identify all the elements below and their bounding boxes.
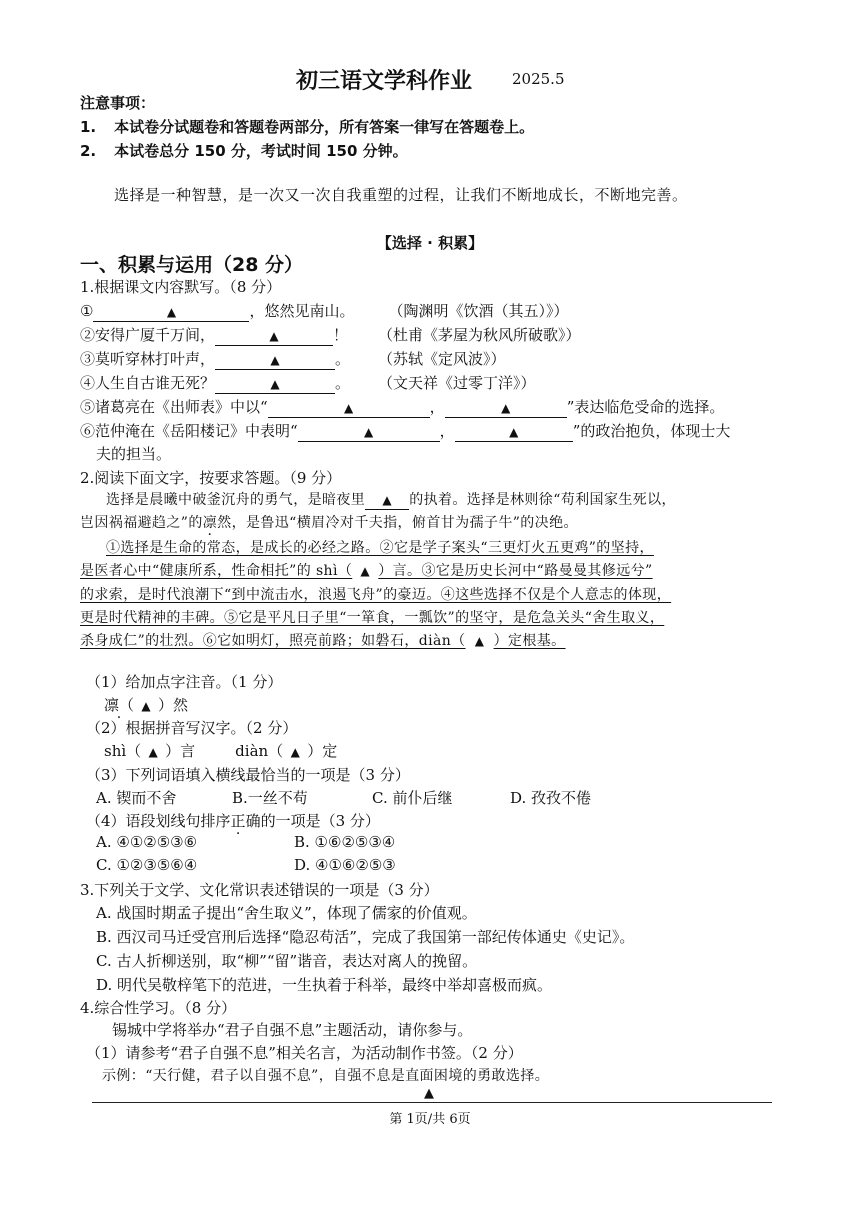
answer-blank[interactable]: [365, 491, 409, 510]
q1-line-mid: 。: [335, 374, 351, 392]
passage-text: 岂因祸福避趋之”的: [80, 515, 203, 531]
page-footer: 第 1页/共 6页: [389, 1112, 471, 1127]
blank-marker-icon: ▲: [166, 305, 177, 319]
blank-marker-icon: ▲: [501, 401, 511, 415]
answer-blank[interactable]: [215, 350, 335, 370]
dotted-char: 凛: [202, 515, 218, 531]
q2-option[interactable]: C. ①②③⑤⑥④: [96, 856, 198, 874]
notice-heading: 注意事项：: [80, 94, 156, 112]
notice-item: [80, 140, 408, 161]
q4-sub: （1）请参考“君子自强不息”相关名言，为活动制作书签。（2 分）: [86, 1044, 523, 1062]
q1-line: [80, 348, 506, 370]
footer-divider: [92, 1102, 772, 1103]
q3-option[interactable]: B. 西汉司马迁受宫刑后选择“隐忍苟活”，完成了我国第一部纪传体通史《史记》。: [96, 928, 635, 946]
q2-sub: [86, 810, 380, 831]
passage-line: [106, 489, 676, 510]
q1-line-mid: 。: [335, 350, 351, 368]
q2-sub-answer: [104, 740, 337, 761]
q3-title: 3.下列关于文学、文化常识表述错误的一项是（3 分）: [80, 881, 439, 899]
notice-text: 本试卷分试题卷和答题卷两部分，所有答案一律写在答题卷上。: [114, 118, 535, 136]
q2-option[interactable]: A. ④①②⑤③⑥: [96, 833, 198, 851]
q2-option[interactable]: B.一丝不苟: [232, 789, 308, 807]
notice-num: 1.: [80, 118, 97, 136]
q1-line-post: ”的政治抱负，体现士大: [572, 422, 731, 440]
blank-marker-icon: ▲: [270, 377, 280, 391]
underlined-line: [80, 630, 566, 650]
underlined-line: 更是时代精神的丰碑。⑤它是平凡日子里“一箪食，一瓢饮”的坚守，是危急关头“舍生取义，: [80, 610, 665, 626]
blank-marker-icon: ▲: [364, 425, 374, 439]
section-heading: 一、积累与运用（28 分）: [80, 254, 304, 276]
q3-option-text: A. 战国时期孟子提出“舍生取: [96, 904, 290, 922]
q2-option[interactable]: C. 前仆后继: [372, 789, 453, 807]
q2-sub: （1）给加点字注音。（1 分）: [86, 673, 283, 691]
dotted-char: 正: [230, 812, 246, 830]
q1-line: [80, 396, 724, 418]
underlined-line: 的求索，是时代浪潮下“到中流击水，浪遏飞舟”的豪迈。④这些选择不仅是个人意志的体现，: [80, 587, 672, 603]
notice-text: 本试卷总分 150 分，考试时间 150 分钟。: [114, 142, 408, 160]
q2-sub-text: （4）语段划线句排序: [86, 812, 231, 830]
blank-marker-icon: ▲: [382, 493, 393, 507]
motto: 选择是一种智慧，是一次又一次自我重塑的过程，让我们不断地成长，不断地完善。: [114, 186, 688, 204]
q2-title: 2.阅读下面文字，按要求答题。（9 分）: [80, 469, 342, 487]
q1-line-pre: ①: [80, 302, 94, 320]
answer-blank[interactable]: [93, 302, 249, 322]
answer-suffix: ）然: [158, 696, 189, 714]
blank-marker-icon: ▲: [344, 401, 354, 415]
passage-text: ）定根基。: [493, 633, 566, 649]
q1-line-mid: ，悠然见南山。: [249, 302, 355, 320]
page-title: 初三语文学科作业: [296, 69, 473, 94]
dotted-char: 凛（ ·: [104, 696, 134, 714]
q1-line-source: （杜甫《茅屋为秋风所破歌》）: [378, 326, 581, 344]
notice-num: 2.: [80, 142, 97, 160]
date: 2025.5: [512, 70, 565, 88]
blank-marker-icon[interactable]: ▲: [474, 634, 485, 648]
q4-example: 示例：“天行健，君子以自强不息”，自强不息是直面困境的勇敢选择。: [102, 1068, 550, 1084]
q1-title: 1.根据课文内容默写。（8 分）: [80, 278, 282, 296]
q2-sub: （3）下列词语填入横线最恰当的一项是（3 分）: [86, 766, 410, 784]
blank-marker-icon[interactable]: ▲: [290, 745, 300, 759]
q1-line-source: （文天祥《过零丁洋》）: [378, 374, 536, 392]
blank-marker-icon[interactable]: ▲: [360, 564, 371, 578]
q1-line-pre: ④人生自古谁无死？: [80, 374, 216, 392]
q1-line-pre: ⑥范仲淹在《岳阳楼记》中表明“: [80, 422, 298, 440]
q2-option[interactable]: B. ①⑥②⑤③④: [294, 833, 396, 851]
q1-line-cont: 夫的担当。: [96, 445, 172, 463]
dotted-char: 义: [289, 904, 305, 922]
q1-line-source: （陶渊明《饮酒（其五）》）: [388, 302, 569, 320]
passage-text: ）言。③它是历史长河中“路曼曼其修远兮”: [378, 563, 653, 579]
q1-line-mid: ，: [439, 422, 455, 440]
passage-line: [80, 512, 578, 532]
q1-line-mid: ，: [429, 398, 445, 416]
answer-blank[interactable]: [215, 326, 333, 346]
answer-blank[interactable]: [445, 398, 567, 418]
answer-blank[interactable]: [455, 422, 573, 442]
q2-sub-text: 确的一项是（3 分）: [245, 812, 380, 830]
blank-marker-icon[interactable]: ▲: [141, 699, 151, 713]
answer-suffix: ）定: [307, 742, 338, 760]
q1-line: [80, 324, 581, 346]
blank-marker-icon[interactable]: ▲: [148, 745, 158, 759]
blank-marker-icon: ▲: [509, 425, 519, 439]
q2-sub-answer: [104, 694, 188, 715]
underlined-line: [80, 560, 653, 580]
q4-title: 4.综合性学习。（8 分）: [80, 999, 237, 1017]
blank-marker-icon: ▲: [270, 353, 280, 367]
underlined-line: ①选择是生命的常态，是成长的必经之路。②它是学子案头“三更灯火五更鸡”的坚持，: [106, 540, 654, 556]
passage-text: 是医者心中“健康所系，性命相托”的 shì（: [80, 563, 353, 579]
q1-line-pre: ②安得广厦千万间，: [80, 326, 216, 344]
answer-marker-icon[interactable]: ▲: [424, 1086, 434, 1101]
answer-blank[interactable]: [268, 398, 430, 418]
q4-intro: 锡城中学将举办“君子自强不息”主题活动，请你参与。: [112, 1021, 473, 1039]
q3-option[interactable]: [96, 902, 477, 923]
q2-sub: （2）根据拼音写汉字。（2 分）: [86, 719, 298, 737]
passage-text: 选择是晨曦中破釜沉舟的勇气，是暗夜里: [106, 492, 366, 508]
q1-line: [80, 372, 536, 394]
q1-line-post: ”表达临危受命的选择。: [566, 398, 725, 416]
q1-line-pre: ③莫听穿林打叶声，: [80, 350, 216, 368]
notice-item: [80, 116, 534, 137]
passage-text: 的执着。选择是林则徐“苟利国家生死以，: [409, 492, 676, 508]
section-banner: 【选择 · 积累】: [376, 234, 484, 252]
q1-line: [80, 420, 730, 442]
q1-line-pre: ⑤诸葛亮在《出师表》中以“: [80, 398, 268, 416]
q3-option[interactable]: C. 古人折柳送别，取“柳”“留”谐音，表达对离人的挽留。: [96, 952, 478, 970]
answer-blank[interactable]: [215, 374, 335, 394]
q2-option[interactable]: A. 锲而不舍: [96, 789, 177, 807]
pinyin: diàn（: [235, 742, 284, 760]
blank-marker-icon: ▲: [269, 329, 279, 343]
q1-line: [80, 300, 568, 322]
passage-text: 然，是鲁迅“横眉冷对千夫指，俯首甘为孺子牛”的决绝。: [217, 515, 578, 531]
q1-line-source: （苏轼《定风波》）: [378, 350, 506, 368]
q1-line-mid: ！: [333, 326, 349, 344]
q3-option[interactable]: D. 明代吴敬梓笔下的范进，一生执着于科举，最终中举却喜极而疯。: [96, 976, 553, 994]
passage-text: 杀身成仁”的壮烈。⑥它如明灯，照亮前路；如磐石，diàn（: [80, 633, 466, 649]
q2-option[interactable]: D. 孜孜不倦: [510, 789, 592, 807]
answer-blank[interactable]: [298, 422, 440, 442]
q2-option[interactable]: D. ④①⑥②⑤③: [294, 856, 396, 874]
answer-suffix: ）言: [165, 742, 196, 760]
pinyin: shì（: [104, 742, 142, 760]
q3-option-text: ”，体现了儒家的价值观。: [304, 904, 477, 922]
